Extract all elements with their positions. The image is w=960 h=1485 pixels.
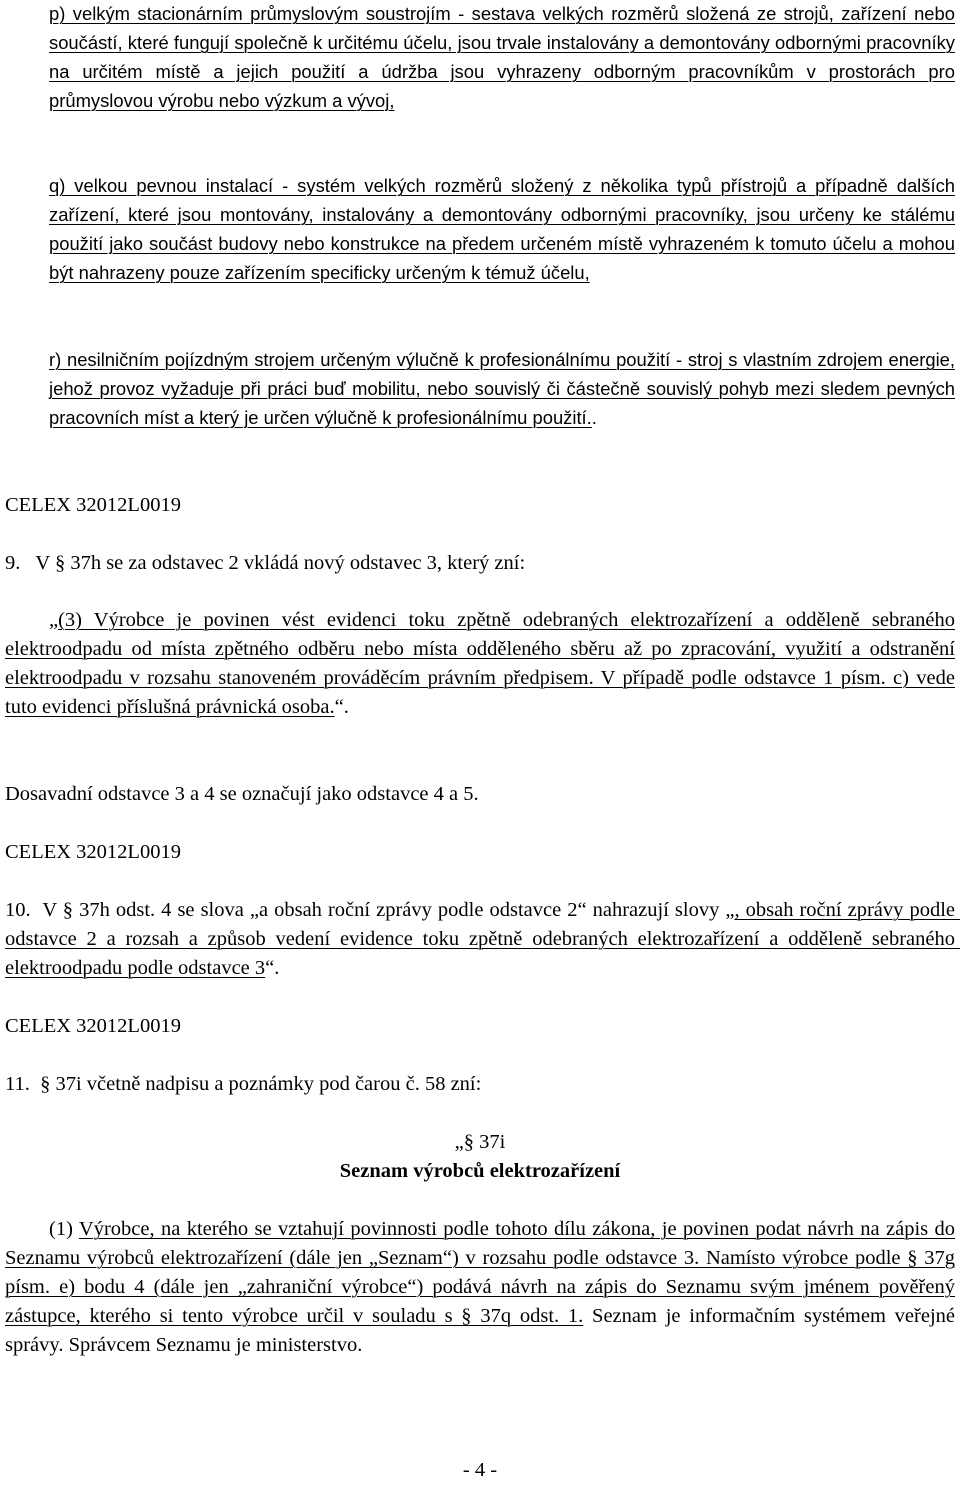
item-10-new-wording: , obsah roční zprávy podle odstavce 2 a rozsah a způsob vedení evidence toku zpětně odebraných elektrozařízení a odděleně sebraného elektroodpadu podle odstavce 3 bbox=[5, 899, 960, 979]
definition-q: q) velkou pevnou instalací - systém velkých rozměrů složený z několika typů přístrojů a případně dalších zařízení, které jsou montovány, instalovány a demontovány odbornými pracovníky, jsou určeny ke stálému použití jako součást budovy nebo konstrukce na předem určeném místě vyhrazeném k tomuto účelu a mohou být nahrazeny pouze zařízením specificky určeným k témuž účelu, bbox=[49, 175, 955, 283]
item-9-quoted-paragraph bbox=[5, 606, 955, 722]
section-number: „§ 37i bbox=[454, 1131, 506, 1153]
section-paragraph-1-number: (1) bbox=[49, 1218, 79, 1240]
celex-reference-2: CELEX 32012L0019 bbox=[5, 841, 181, 863]
celex-reference-1: CELEX 32012L0019 bbox=[5, 494, 181, 516]
section-paragraph-1-rest: Seznam je informačním systémem veřejné správy. Správcem Seznamu je ministerstvo. bbox=[5, 1304, 955, 1356]
amendment-item-11: 11. § 37i včetně nadpisu a poznámky pod čarou č. 58 zní: bbox=[5, 1073, 482, 1095]
item-9-quote-text: (3) Výrobce je povinen vést evidenci toku zpětně odebraných elektrozařízení a odděleně sebraného elektroodpadu od místa zpětného odběru nebo místa odděleného sběru až po zpracování, využití a odstranění elektroodpadu v rozsahu stanoveném prováděcím právním předpisem. V případě podle odstavce 1 písm. c) vede tuto evidenci příslušná právnická osoba. bbox=[5, 609, 955, 718]
section-paragraph-1 bbox=[5, 1215, 955, 1360]
page-number: - 4 - bbox=[462, 1459, 498, 1481]
section-heading: Seznam výrobců elektrozařízení bbox=[339, 1160, 621, 1182]
item-10-end: “. bbox=[265, 956, 280, 979]
definition-r-text: r) nesilničním pojízdným strojem určeným výlučně k profesionálnímu použití - stroj s vlastním zdrojem energie, jehož provoz vyžaduje při práci buď mobilitu, nebo souvislý či částečně souvislý pohyb mezi sledem pevných pracovních míst a který je určen výlučně k profesionálnímu použití. bbox=[49, 349, 955, 428]
definition-p: p) velkým stacionárním průmyslovým soustrojím - sestava velkých rozměrů složená ze strojů, zařízení nebo součástí, které fungují společně k určitému účelu, jsou trvale instalovány a demontovány odbornými pracovníky na určitém místě a jejich použití a údržba jsou vyhrazeny odborným pracovníkům v prostorách pro průmyslovou výrobu nebo výzkum a vývoj, bbox=[49, 3, 955, 111]
item-10-lead: 10. V § 37h odst. 4 se slova „a obsah roční zprávy podle odstavce 2“ nahrazují slovy „ bbox=[5, 899, 735, 921]
celex-reference-3: CELEX 32012L0019 bbox=[5, 1015, 181, 1037]
section-paragraph-1-underlined: Výrobce, na kterého se vztahují povinnosti podle tohoto dílu zákona, je povinen podat návrh na zápis do Seznamu výrobců elektrozařízení (dále jen „Seznam“) v rozsahu podle odstavce 3. Namísto výrobce podle § 37g písm. e) bodu 4 (dále jen „zahraniční výrobce“) podává návrh na zápis do Seznamu svým jménem pověřený zástupce, kterého si tento výrobce určil v souladu s § 37q odst. 1. bbox=[5, 1218, 955, 1327]
renumbering-note: Dosavadní odstavce 3 a 4 se označují jako odstavce 4 a 5. bbox=[5, 783, 479, 805]
amendment-item-9: 9. V § 37h se za odstavec 2 vkládá nový odstavec 3, který zní: bbox=[5, 552, 526, 574]
definition-r bbox=[49, 346, 955, 433]
definition-r-end: . bbox=[591, 406, 597, 428]
amendment-item-10 bbox=[5, 896, 960, 983]
item-9-quote-end: “. bbox=[334, 695, 349, 718]
item-9-quote-open: „ bbox=[49, 609, 59, 631]
